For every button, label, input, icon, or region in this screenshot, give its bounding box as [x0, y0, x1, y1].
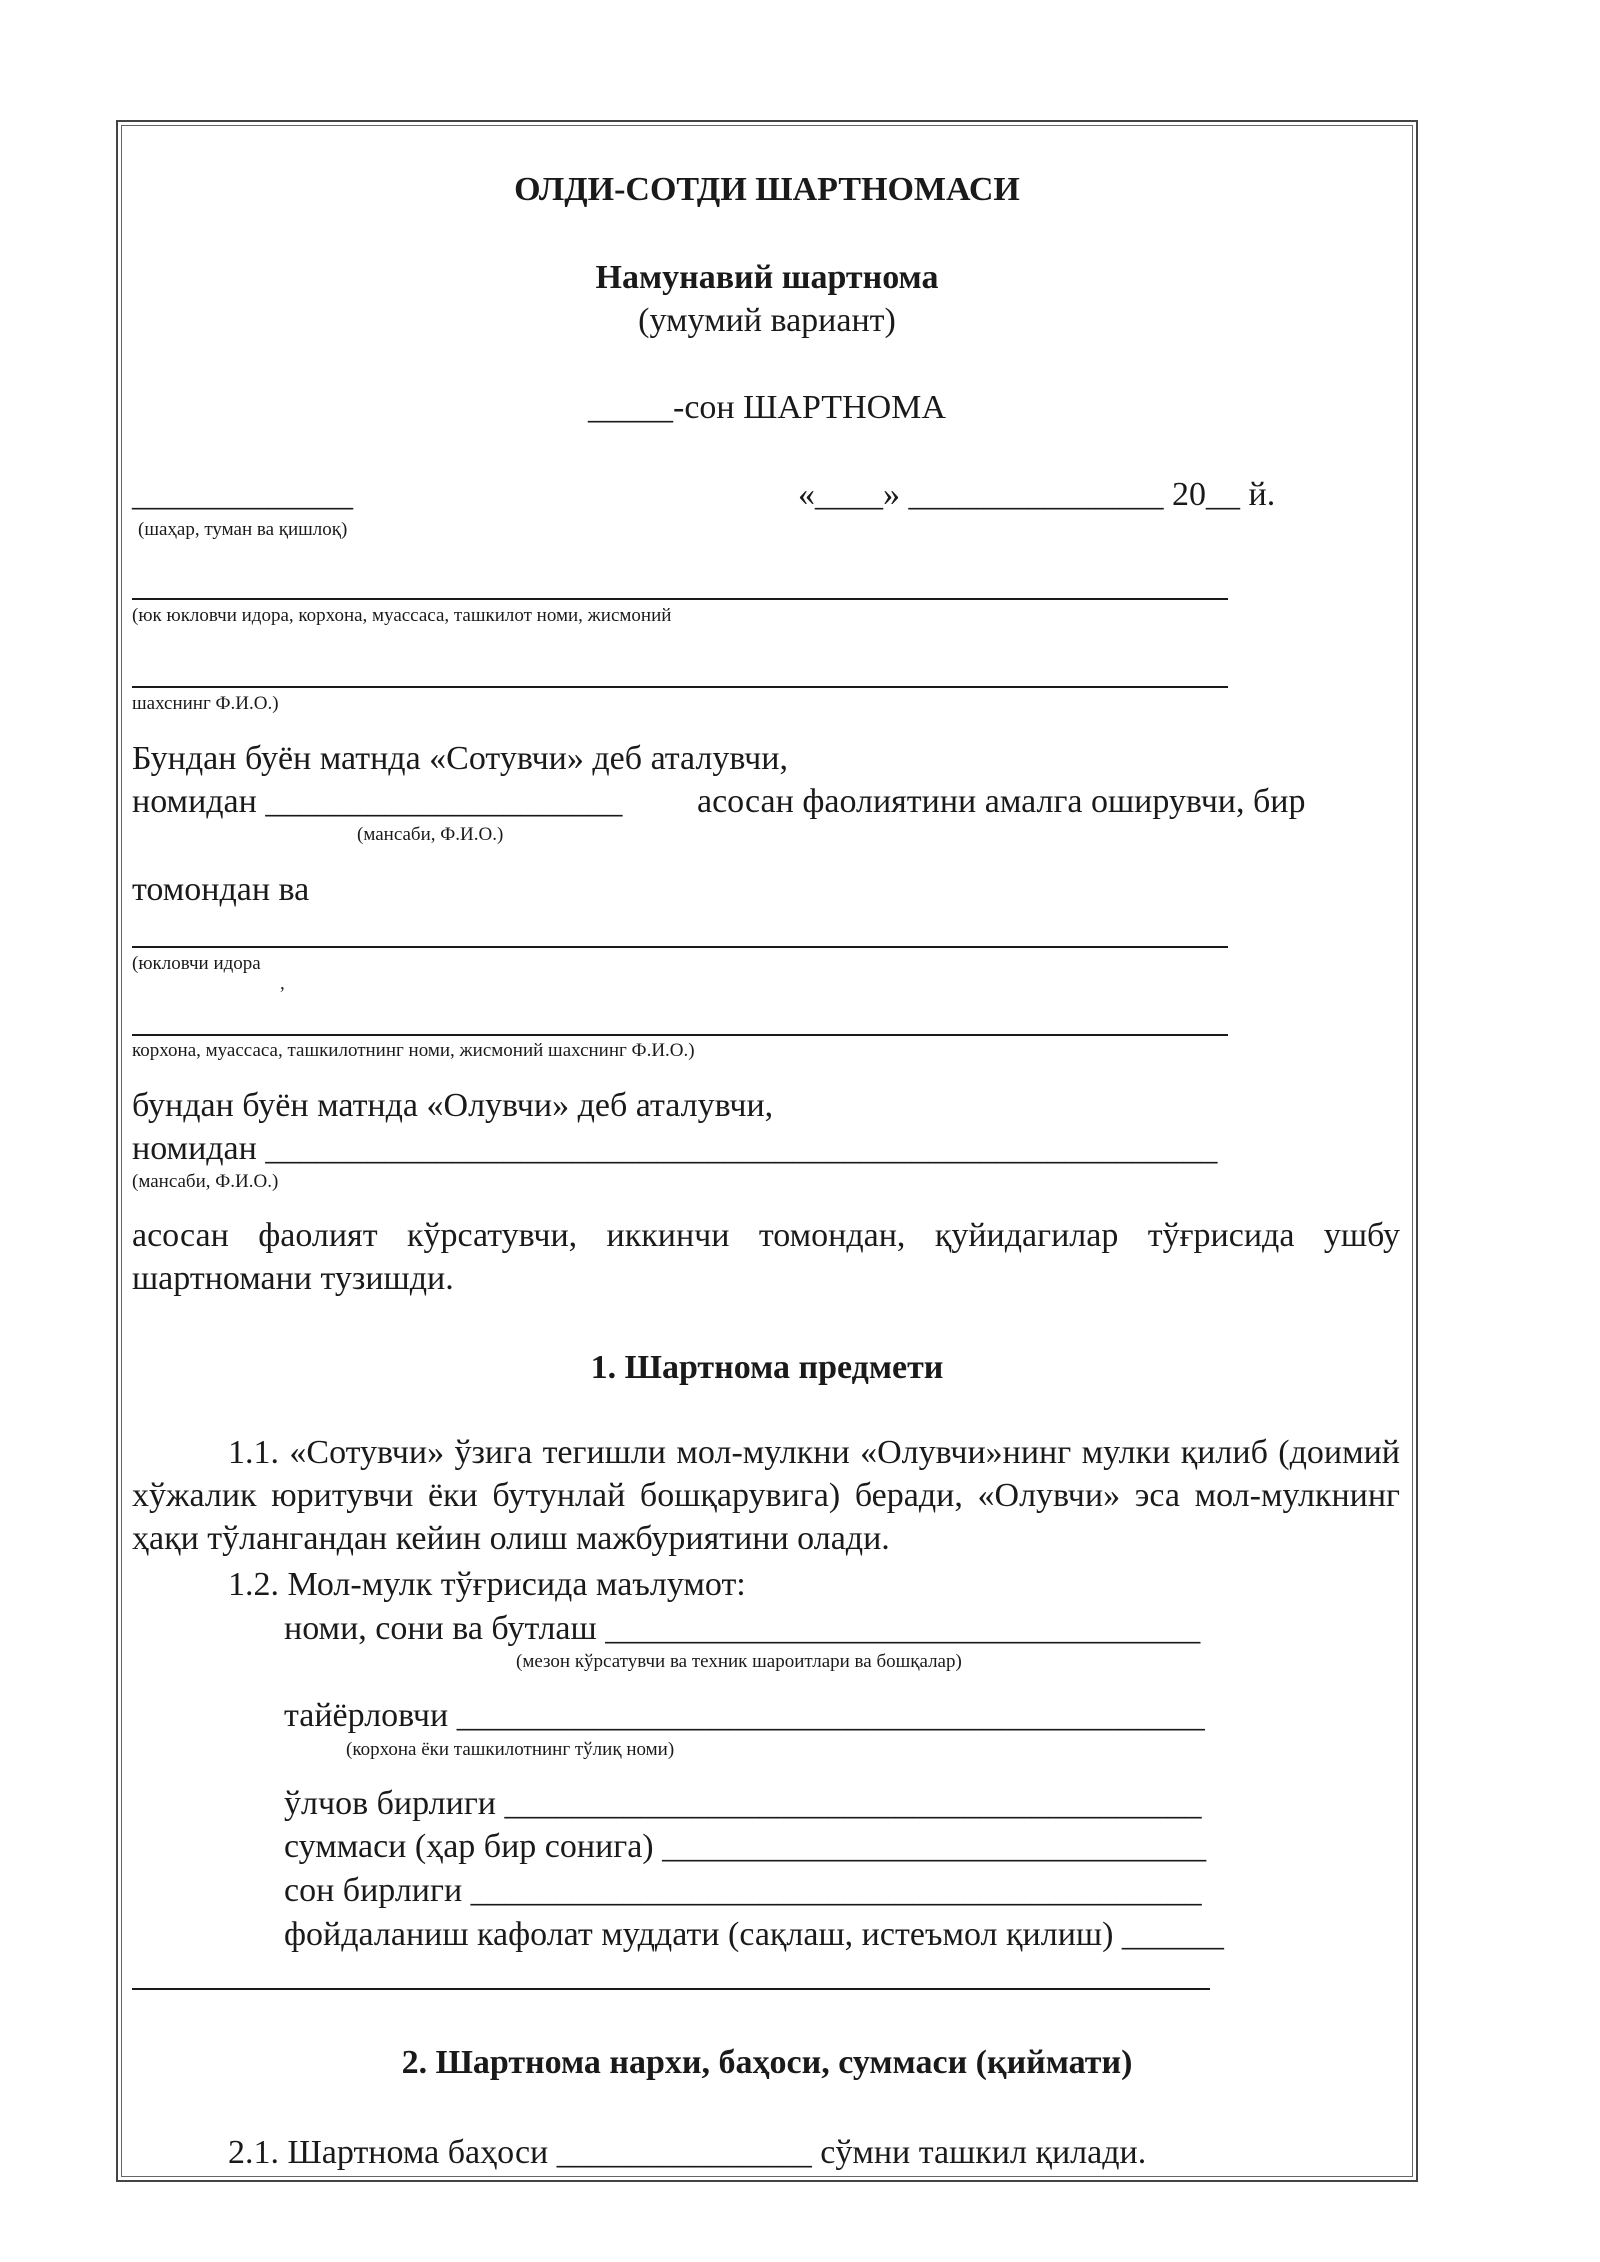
sum-line: суммаси (ҳар бир сонига) ________________________________: [284, 1828, 1207, 1865]
seller-text-2b: асосан фаолиятини амалга оширувчи, бир: [697, 783, 1306, 820]
seller-text-1: Бундан буён матнда «Сотувчи» деб аталувчи,: [132, 740, 788, 777]
date-line: «____» _______________ 20__ й.: [798, 476, 1276, 513]
clause-1-1: 1.1. «Сотувчи» ўзига тегишли мол-мулкни «Олувчи»нинг мулки қилиб (доимий хўжалик юритувчи ёки бутунлай бошқарувига) беради, «Олувчи» эса мол-мулкнинг ҳақи тўлангандан кейин олиш мажбуриятини олади.: [132, 1434, 1400, 1557]
warranty-continuation-line: [132, 1988, 1210, 1990]
manufacturer-line: тайёрловчи ____________________________________________: [284, 1697, 1205, 1734]
place-caption: (шаҳар, туман ва қишлоқ): [138, 519, 348, 540]
clause-1-2: 1.2. Мол-мулк тўғрисида маълумот:: [228, 1566, 746, 1603]
seller-position-caption: (мансаби, Ф.И.О.): [357, 824, 504, 845]
seller-name-line-2: [132, 686, 1228, 688]
document-title: ОЛДИ-СОТДИ ШАРТНОМАСИ: [514, 171, 1020, 208]
property-name-caption: (мезон кўрсатувчи ва техник шароитлари ва бошқалар): [516, 1651, 962, 1672]
section-1-heading: 1. Шартнома предмети: [590, 1349, 944, 1386]
buyer-caption-comma: ,: [280, 973, 285, 994]
property-name-line: номи, сони ва бутлаш ___________________________________: [284, 1610, 1201, 1647]
manufacturer-caption: (корхона ёки ташкилотнинг тўлиқ номи): [346, 1739, 675, 1760]
buyer-text-1: бундан буён матнда «Олувчи» деб аталувчи,: [132, 1087, 774, 1124]
buyer-position-caption: (мансаби, Ф.И.О.): [132, 1171, 279, 1192]
count-unit-line: сон бирлиги ___________________________________________: [284, 1872, 1202, 1909]
seller-name-line-1: [132, 598, 1228, 600]
seller-text-2a: номидан _____________________: [132, 783, 623, 820]
document-variant: (умумий вариант): [638, 302, 896, 339]
seller-caption-1: (юк юкловчи идора, корхона, муассаса, ташкилот номи, жисмоний: [132, 605, 672, 626]
unit-line: ўлчов бирлиги _________________________________________: [284, 1785, 1202, 1822]
buyer-name-line-1: [132, 946, 1228, 948]
document-subtitle: Намунавий шартнома: [595, 259, 939, 296]
seller-text-3: томондан ва: [132, 871, 310, 908]
buyer-caption-1: (юкловчи идора: [132, 953, 261, 974]
buyer-text-2: номидан ________________________________________________________: [132, 1130, 1218, 1167]
warranty-line: фойдаланиш кафолат муддати (сақлаш, истеъмол қилиш) ______: [284, 1916, 1224, 1953]
buyer-name-line-2: [132, 1034, 1228, 1036]
seller-caption-2: шахснинг Ф.И.О.): [132, 693, 279, 714]
contract-number: _____-сон ШАРТНОМА: [588, 389, 946, 426]
buyer-text-3: асосан фаолият кўрсатувчи, иккинчи томондан, қуйидагилар тўғрисида ушбу шартномани тузишди.: [132, 1217, 1400, 1297]
place-blank: _____________: [132, 476, 353, 513]
section-2-heading: 2. Шартнома нархи, баҳоси, суммаси (қиймати): [401, 2044, 1133, 2081]
buyer-caption-2: корхона, муассаса, ташкилотнинг номи, жисмоний шахснинг Ф.И.О.): [132, 1040, 695, 1061]
clause-2-1: 2.1. Шартнома баҳоси _______________ сўмни ташкил қилади.: [228, 2134, 1147, 2171]
